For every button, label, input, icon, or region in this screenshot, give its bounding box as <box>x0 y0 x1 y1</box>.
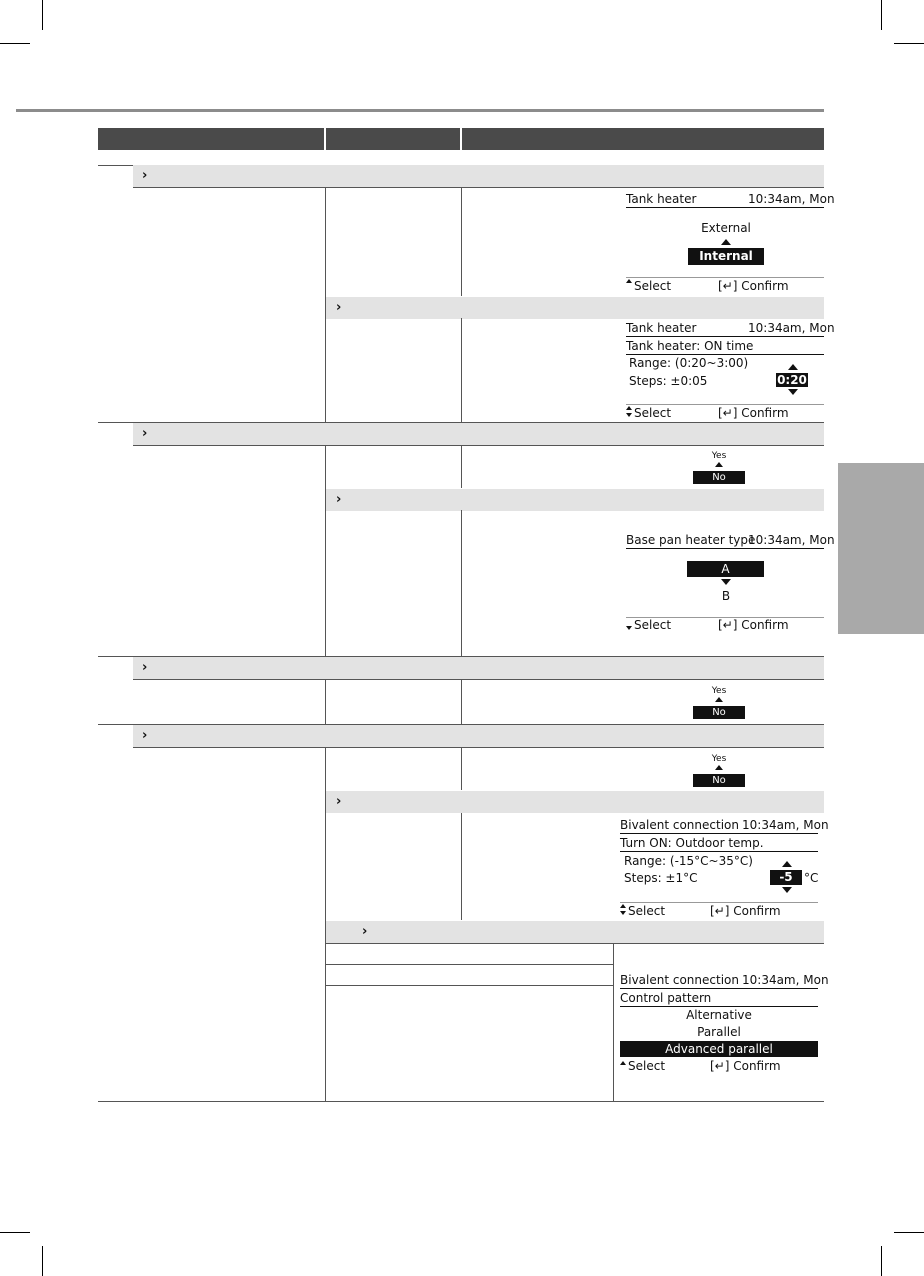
up-arrow-icon <box>782 861 792 867</box>
option-yes: Yes <box>711 754 727 764</box>
up-arrow-icon <box>715 697 723 702</box>
table-bottom-rule <box>98 1101 824 1102</box>
divider <box>325 446 326 656</box>
subsection-band <box>326 297 824 319</box>
lcd-range: Range: (0:20~3:00) <box>629 356 749 370</box>
up-arrow-icon <box>715 765 723 770</box>
up-arrow-icon <box>715 462 723 467</box>
down-arrow-icon <box>788 389 798 395</box>
lcd-time: 10:34am, Mon <box>748 192 835 206</box>
option-a-selected: A <box>687 561 764 577</box>
lcd-time: 10:34am, Mon <box>748 321 835 335</box>
lcd-rule <box>626 207 824 208</box>
option-parallel: Parallel <box>697 1025 741 1039</box>
lcd-title: Bivalent connection <box>620 973 739 987</box>
divider <box>326 985 613 986</box>
unit-label: °C <box>804 871 819 885</box>
down-arrow-icon <box>626 626 632 630</box>
lcd-footer-confirm: [↵] Confirm <box>710 1059 781 1073</box>
lcd-subtitle: Tank heater: ON time <box>626 339 754 353</box>
value-box: 0:20 <box>777 373 807 387</box>
lcd-footer-select: Select <box>634 618 672 632</box>
up-arrow-icon <box>626 279 632 283</box>
lcd-range: Range: (-15°C~35°C) <box>624 854 753 868</box>
up-arrow-icon <box>626 406 632 410</box>
lcd-time: 10:34am, Mon <box>742 818 829 832</box>
lcd-footer-select: Select <box>634 406 672 420</box>
chevron-right-icon: › <box>336 794 342 809</box>
chevron-right-icon: › <box>336 492 342 507</box>
lcd-footer-select: Select <box>628 904 666 918</box>
divider <box>461 813 462 920</box>
divider <box>461 446 462 488</box>
divider <box>613 944 614 1101</box>
crop-mark <box>0 1232 30 1233</box>
lcd-rule <box>626 404 824 405</box>
section-band <box>133 423 824 445</box>
divider <box>461 188 462 296</box>
table-header-cell <box>326 128 460 150</box>
divider <box>461 318 462 422</box>
chevron-right-icon: › <box>336 300 342 315</box>
section-band <box>133 657 824 679</box>
lcd-rule <box>626 548 824 549</box>
option-yes: Yes <box>711 451 727 461</box>
crop-mark <box>42 0 43 30</box>
lcd-subtitle: Turn ON: Outdoor temp. <box>620 836 764 850</box>
lcd-rule <box>620 1006 818 1007</box>
value-box: -5 <box>770 870 802 885</box>
crop-mark <box>881 1246 882 1276</box>
option-external: External <box>701 221 751 235</box>
down-arrow-icon <box>620 911 626 915</box>
divider <box>133 187 824 188</box>
lcd-footer-confirm: [↵] Confirm <box>718 406 789 420</box>
lcd-footer-confirm: [↵] Confirm <box>710 904 781 918</box>
up-arrow-icon <box>721 239 731 245</box>
lcd-footer-select: Select <box>628 1059 666 1073</box>
crop-mark <box>894 1232 924 1233</box>
option-no-selected: No <box>693 706 745 719</box>
divider <box>133 445 824 446</box>
down-arrow-icon <box>721 579 731 585</box>
table-header-cell <box>98 128 324 150</box>
section-band <box>133 165 824 187</box>
crop-mark <box>0 43 30 44</box>
down-arrow-icon <box>626 413 632 417</box>
section-band <box>133 725 824 747</box>
divider <box>326 964 613 965</box>
chevron-right-icon: › <box>142 168 148 183</box>
crop-mark <box>894 43 924 44</box>
chevron-right-icon: › <box>362 924 368 939</box>
crop-mark <box>881 0 882 30</box>
lcd-rule <box>626 277 824 278</box>
lcd-title: Tank heater <box>626 192 697 206</box>
lcd-rule <box>620 902 818 903</box>
lcd-rule <box>620 851 818 852</box>
option-no-selected: No <box>693 471 745 484</box>
option-yes: Yes <box>711 686 727 696</box>
subsection-band <box>326 921 824 943</box>
lcd-title: Bivalent connection <box>620 818 739 832</box>
divider <box>133 679 824 680</box>
chevron-right-icon: › <box>142 426 148 441</box>
lcd-rule <box>620 833 818 834</box>
option-b: B <box>721 589 731 603</box>
chevron-right-icon: › <box>142 728 148 743</box>
lcd-time: 10:34am, Mon <box>742 973 829 987</box>
lcd-rule <box>626 354 824 355</box>
down-arrow-icon <box>782 887 792 893</box>
lcd-subtitle: Control pattern <box>620 991 712 1005</box>
lcd-title: Tank heater <box>626 321 697 335</box>
up-arrow-icon <box>620 904 626 908</box>
up-arrow-icon <box>620 1061 626 1065</box>
lcd-footer-confirm: [↵] Confirm <box>718 279 789 293</box>
divider <box>461 748 462 790</box>
crop-mark <box>42 1246 43 1276</box>
divider <box>461 510 462 656</box>
divider <box>461 680 462 724</box>
option-internal-selected: Internal <box>688 248 764 265</box>
table-header-cell <box>462 128 824 150</box>
lcd-time: 10:34am, Mon <box>748 533 835 547</box>
chevron-right-icon: › <box>142 660 148 675</box>
top-rule <box>16 109 824 112</box>
option-advanced-parallel-selected: Advanced parallel <box>620 1041 818 1057</box>
lcd-title: Base pan heater type <box>626 533 756 547</box>
subsection-band <box>326 791 824 813</box>
divider <box>325 680 326 724</box>
divider <box>326 943 824 944</box>
option-no-selected: No <box>693 774 745 787</box>
lcd-rule <box>626 336 824 337</box>
divider <box>133 747 824 748</box>
up-arrow-icon <box>788 364 798 370</box>
lcd-steps: Steps: ±0:05 <box>629 374 708 388</box>
lcd-rule <box>620 988 818 989</box>
lcd-footer-select: Select <box>634 279 672 293</box>
chapter-tab <box>838 463 924 634</box>
lcd-steps: Steps: ±1°C <box>624 871 698 885</box>
option-alternative: Alternative <box>686 1008 752 1022</box>
lcd-footer-confirm: [↵] Confirm <box>718 618 789 632</box>
subsection-band <box>326 489 824 511</box>
